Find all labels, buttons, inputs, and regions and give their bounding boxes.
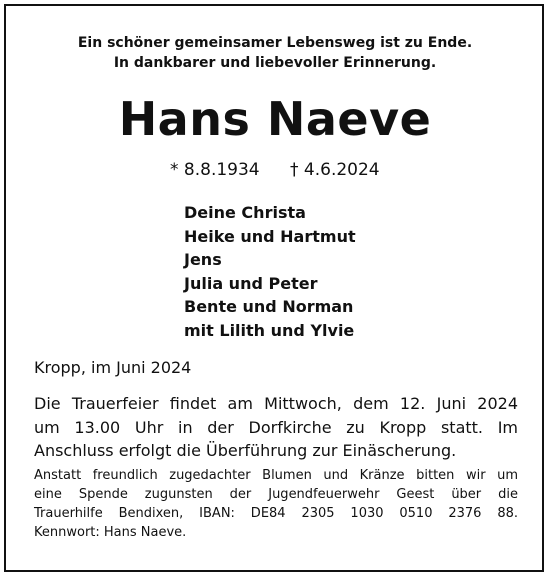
mourner-entry: Deine Christa	[184, 203, 306, 222]
birth-date: * 8.8.1934	[170, 160, 260, 180]
note-line: Anstatt freundlich zugedachter Blumen und Kränze bitten wir um	[34, 468, 518, 483]
mourner-entry: mit Lilith und Ylvie	[184, 320, 355, 340]
place-date: Kropp, im Juni 2024	[34, 358, 192, 377]
intro-line: Ein schöner gemeinsamer Lebensweg ist zu Ende.	[77, 35, 473, 51]
note-line: Trauerhilfe Bendixen, IBAN: DE84 2305 1030 0510 2376 88.	[34, 506, 518, 521]
service-line: Anschluss erfolgt die Überführung zur Einäscherung.	[34, 441, 457, 460]
note-line: eine Spende zugunsten der Jugendfeuerwehr Geest über die	[34, 487, 518, 502]
mourner-entry: Bente und Norman	[184, 297, 354, 316]
mourner-entry: Jens	[184, 250, 222, 269]
intro-text	[0, 33, 550, 73]
mourner-entry: Heike und Hartmut	[184, 226, 356, 246]
mourner-entry: Julia und Peter	[184, 273, 318, 293]
service-line: um 13.00 Uhr in der Dorfkirche zu Kropp statt. Im	[34, 417, 518, 437]
note-line: Kennwort: Hans Naeve.	[34, 525, 187, 540]
service-line: Die Trauerfeier findet am Mittwoch, dem 12. Juni 2024	[34, 394, 518, 413]
service-info	[34, 392, 518, 463]
donation-note	[34, 466, 518, 542]
intro-line: In dankbarer und liebevoller Erinnerung.	[113, 55, 437, 71]
mourners-list	[184, 201, 356, 342]
deceased-name: Hans Naeve	[118, 92, 432, 146]
death-date: † 4.6.2024	[290, 160, 380, 180]
